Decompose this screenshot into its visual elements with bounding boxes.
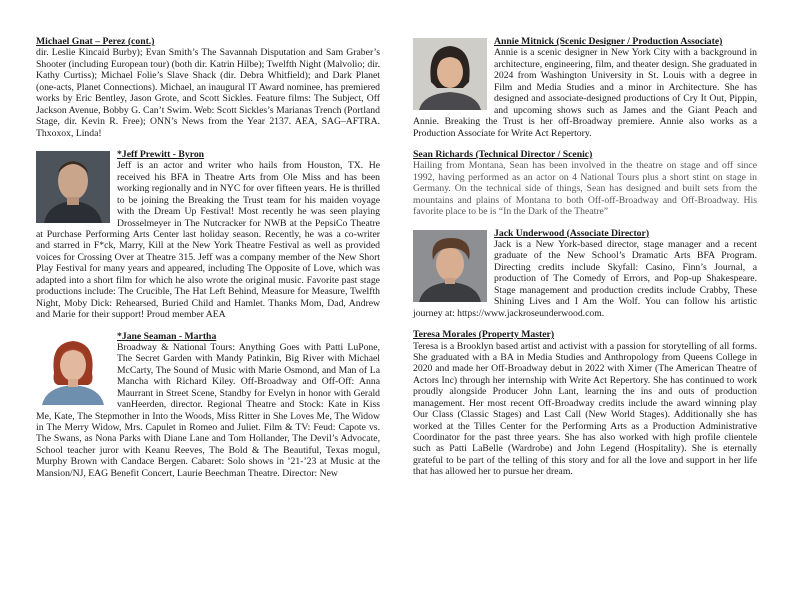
headshot-jeff-prewitt [36,151,110,223]
bio-jack-underwood [413,228,757,320]
headshot-annie-mitnick [413,38,487,110]
left-column [36,36,380,489]
bio-text: Hailing from Montana, Sean has been involved in the theatre on stage and off since 1992, having performed as an actor on 4 National Tours plus a short stint on stage in Germany. On the technical side of things, Sean has designed and built sets from the mountains and plains of Montana to both Off-off-Broadway and Off-Broadway. His favorite place to be is “In the Dark of the Theatre” [413,160,757,218]
bio-name: Teresa Morales (Property Master) [413,329,555,341]
bio-sean-richards [413,149,757,218]
right-column [413,36,757,488]
bio-name: Michael Gnat – Perez (cont.) [36,36,155,47]
bio-name: *Jeff Prewitt - Byron [117,148,205,160]
bio-name: *Jane Seaman - Martha [117,330,217,342]
bio-jeff-prewitt [36,149,380,321]
headshot-jack-underwood [413,230,487,302]
bio-text: dir. Leslie Kincaid Burby); Evan Smith’s The Savannah Disputation and Sam Graber’s Shooter (including European tour) (both dir. Katrin Hilbe); Twelfth Night (Malvolio; dir. Kathy Curtiss); Michael Folie’s Slave Shack (dir. Debra Whitfield); and Dark Planet (one-acts, Planet Connections). Michael, an inaugural IT Award nominee, has premiered works by Eric Bentley, Jason Grote, and Scott Sickles. Feature films: The Subject, Off Jackson Avenue, Bobby G. Can’t Swim. Web: Scott Sickles’s Marianas Trench (Portland Stage, dir. Kevin R. Free); ONN’s News from the Year 2137. AEA, SAG–AFTRA. Thxoxox, Linda! [36,47,380,139]
bio-text: Jeff is an actor and writer who hails from Houston, TX. He received his BFA in Theatre Arts from Ole Miss and has been working regionally and in NYC for over fifteen years. He is thrilled to be joining the Breaking the Trust team for his maiden voyage with the Dream Up Festival! Most recently he was seen playing Drosselmeyer in The Nutcracker for NWB at the PepsiCo Theatre at Purchase Performing Arts Center last holiday season. Recently, he was a co-writer and starred in F*ck, Marry, Kill at the New York Theatre Festival as well as provided voices for Crossing Over at Theatre 315. Jeff was a company member of the New Short Play Festival for many years and appeared, including The Opposite of Love, which was adapted into a short film for which he also wrote the original music. Favorite past stage productions include: The Crucible, The Hat Left Behind, Measure for Measure, Twelfth Night, Moby Dick: Rehearsed, Buried Child and Hamlet. Thanks Mom, Dad, Andrew and Marie for their support! Proud member AEA [36,160,380,321]
bio-teresa-morales [413,329,757,478]
bio-annie-mitnick [413,36,757,139]
bio-michael-gnat [36,36,380,139]
bio-text: Teresa is a Brooklyn based artist and activist with a passion for storytelling of all forms. She graduated with a BA in Media Studies and Anthropology from Queens College in 2020 and made her Off-Broadway debut in 2022 with Ximer (The American Theatre of Actors Inc) through her internship with Write Act Repertory. She has continued to work proudly alongside Producer John Lant, learning the ins and outs of production management. Her most recent Off-Broadway credits include the award winning play Our Class (Classic Stages) and Last Call (New World Stages). Additionally she has worked at the Tilles Center for the Performing Arts as a Production Administrative Coordinator for the past three years. She has also worked with high profile clientele such as Patti LaBelle (Wardrobe) and John Legend (Hospitality). She is eternally grateful to be part of the telling of this story and for all the love and support in her life that has allowed her to pursue her dream. [413,340,757,478]
headshot-jane-seaman [36,333,110,405]
bio-name: Sean Richards (Technical Director / Scenic) [413,148,593,160]
bio-jane-seaman [36,331,380,480]
bio-name: Annie Mitnick (Scenic Designer / Production Associate) [494,36,723,47]
bio-name: Jack Underwood (Associate Director) [494,227,650,239]
bio-text: Annie is a scenic designer in New York City with a background in architecture, engineering, film, and theater design. She graduated in 2024 from Washington University in St. Louis with a degree in Film and Media Studies and a minor in Architecture. She has designed and associate-designed productions of Cry It Out, Pippin, and upcoming shows such as James and the Giant Peach and Annie. Breaking the Trust is her off-Broadway premiere. Annie also works as a Production Associate for Write Act Repertory. [413,47,757,139]
bio-text: Jack is a New York-based director, stage manager and a recent graduate of the New School’s Dramatic Arts BFA Program. Directing credits include Skyfall: Casino, Finn’s Journal, a production of The Comedy of Errors, and Pop-up Shakespeare. Stage management and production credits include Crabby, These Shining Lives and I Am the Wolf. You can follow his artistic journey at: https://www.jackroseunderwood.com. [413,239,757,319]
bio-text: Broadway & National Tours: Anything Goes with Patti LuPone, The Secret Garden with Mandy Patinkin, Big River with Michael McCarty, The Sound of Music with Marie Osmond, and Man of La Mancha with Richard Kiley. Off-Broadway and Off-Off: Anna Maurrant in Street Scene, Standby for Evelyn in honor with Gerald vanHeerden, director. Regional Theatre and Stock: Kate in Kiss Me, Kate, The Stepmother in Into the Woods, Miss Ritter in She Loves Me, The Widow in The Merry Widow, Mrs. Capulet in Romeo and Juliet. Film & TV: Feud: Capote vs. The Swans, as Nona Parks with Diane Lane and Tom Hollander, The Devil’s Advocate, School teacher juror with Keanu Reeves, The Bold & The Beautiful, Texas mogul, Murphy Brown with Candace Bergen. Cabaret: Solo shows in ’21-’23 at Music at the Mansion/NJ, EAG Benefit Concert, Laurie Beechman Theatre. Director: New [36,341,380,479]
